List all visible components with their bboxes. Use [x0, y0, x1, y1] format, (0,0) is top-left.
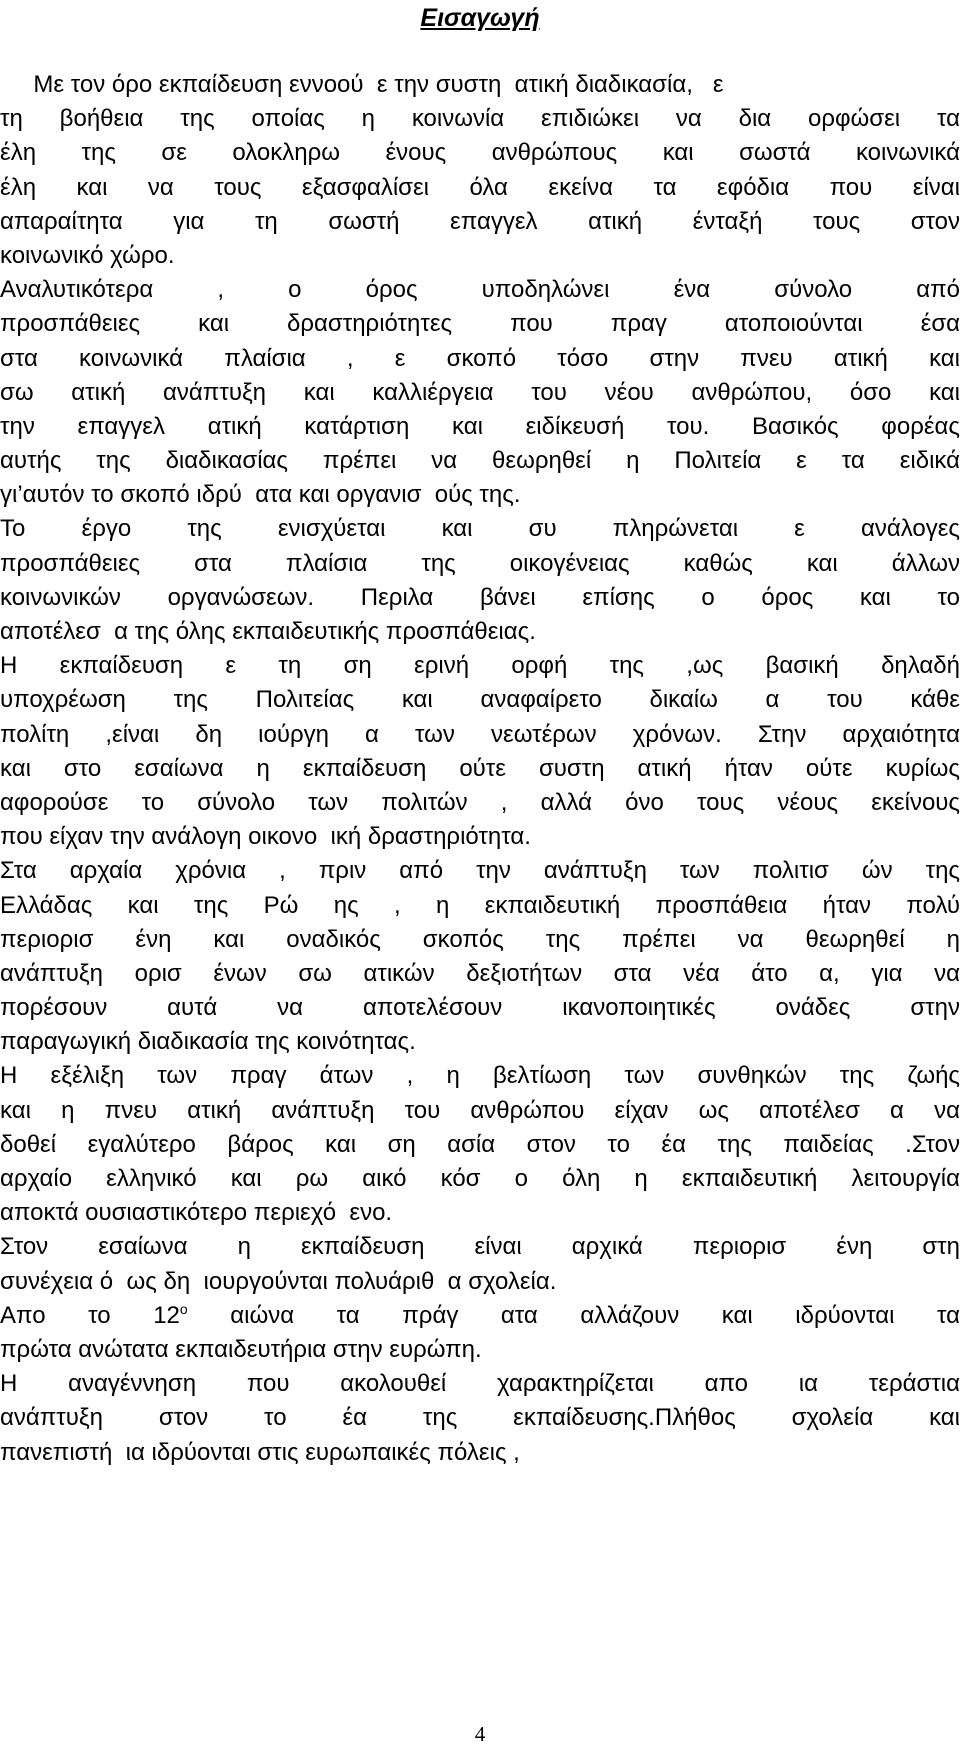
text-line: και στο εσαίωνα η εκπαίδευση ούτε συστη ατική ήταν ούτε κυρίως: [0, 754, 960, 782]
text-line: Το έργο της ενισχύεται και συ πληρώνεται ε ανάλογες: [0, 515, 960, 543]
text-line: πανεπιστή ια ιδρύονται στις ευρωπαικές πόλεις ,: [0, 1438, 520, 1466]
text-line: γι’αυτόν το σκοπό ιδρύ ατα και οργανισ ούς της.: [0, 481, 521, 509]
text-line: Στον εσαίωνα η εκπαίδευση είναι αρχικά περιορισ ένη στη: [0, 1233, 960, 1261]
text-line: αποτέλεσ α της όλης εκπαιδευτικής προσπάθειας.: [0, 618, 536, 645]
text-line: πορέσουν αυτά να αποτελέσουν ικανοποιητικές ονάδες στην: [0, 994, 960, 1022]
text-line: προσπάθειες και δραστηριότητες που πραγ ατοποιούνται έσα: [0, 310, 960, 338]
text-line: που είχαν την ανάλογη οικονο ική δραστηριότητα.: [0, 823, 531, 851]
text-line: την επαγγελ ατική κατάρτιση και ειδίκευσή του. Βασικός φορέας: [0, 412, 960, 440]
text-line: Η εξέλιξη των πραγ άτων , η βελτίωση των συνθηκών της ζωής: [0, 1062, 960, 1090]
text-line: ανάπτυξη ορισ ένων σω ατικών δεξιοτήτων στα νέα άτο α, για να: [0, 959, 960, 987]
text-line: Απο το $12^o$ αιώνα τα πράγ ατα αλλάζουν και ιδρύονται τα: [0, 1300, 960, 1329]
text-line: πολίτη ,είναι δη ιούργη α των νεωτέρων χρόνων. Στην αρχαιότητα: [0, 720, 960, 748]
text-line: τη βοήθεια της οποίας η κοινωνία επιδιώκει να δια ορφώσει τα: [0, 105, 960, 133]
text-line: έλη και να τους εξασφαλίσει όλα εκείνα τα εφόδια που είναι: [0, 173, 960, 201]
text-line: Η εκπαίδευση ε τη ση ερινή ορφή της ,ως βασική δηλαδή: [0, 652, 960, 680]
text-line: κοινωνικό χώρο.: [0, 241, 175, 269]
text-line: πρώτα ανώτατα εκπαιδευτήρια στην ευρώπη.: [0, 1335, 482, 1363]
text-line: υποχρέωση της Πολιτείας και αναφαίρετο δικαίω α του κάθε: [0, 686, 960, 714]
text-line: περιορισ ένη και οναδικός σκοπός της πρέπει να θεωρηθεί η: [0, 925, 960, 953]
page-number: 4: [474, 1722, 486, 1746]
text-line: δοθεί εγαλύτερο βάρος και ση ασία στον το έα της παιδείας .Στον: [0, 1130, 960, 1158]
text-line: Η αναγέννηση που ακολουθεί χαρακτηρίζεται απο ια τεράστια: [0, 1370, 960, 1398]
text-line: προσπάθειες στα πλαίσια της οικογένειας καθώς και άλλων: [0, 549, 960, 577]
text-line: Με τον όρο εκπαίδευση εννοού ε την συστη ατική διαδικασία, ε: [0, 71, 724, 98]
text-line: στα κοινωνικά πλαίσια , ε σκοπό τόσο στην πνευ ατική και: [0, 344, 960, 372]
text-line: αφορούσε το σύνολο των πολιτών , αλλά όνο τους νέους εκείνους: [0, 788, 960, 816]
text-line: έλη της σε ολοκληρω ένους ανθρώπους και σωστά κοινωνικά: [0, 139, 960, 167]
text-line: απαραίτητα για τη σωστή επαγγελ ατική ένταξή τους στον: [0, 207, 960, 235]
text-line: ανάπτυξη στον το έα της εκπαίδευσης.Πλήθος σχολεία και: [0, 1404, 960, 1432]
ordinal-superscript: ο: [179, 1300, 188, 1317]
text-line: αυτής της διαδικασίας πρέπει να θεωρηθεί η Πολιτεία ε τα ειδικά: [0, 447, 960, 475]
text-line: Αναλυτικότερα , ο όρος υποδηλώνει ένα σύνολο από: [0, 276, 960, 304]
page-title: Εισαγωγή: [420, 4, 540, 32]
text-line: κοινωνικών οργανώσεων. Περιλα βάνει επίσης ο όρος και το: [0, 583, 960, 611]
text-line: και η πνευ ατική ανάπτυξη του ανθρώπου είχαν ως αποτέλεσ α να: [0, 1096, 960, 1124]
text-line: Ελλάδας και της Ρώ ης , η εκπαιδευτική προσπάθεια ήταν πολύ: [0, 891, 960, 919]
text-line: σω ατική ανάπτυξη και καλλιέργεια του νέου ανθρώπου, όσο και: [0, 378, 960, 406]
text-line: παραγωγική διαδικασία της κοινότητας.: [0, 1028, 416, 1056]
text-line: συνέχεια ό ως δη ιουργούνται πολυάριθ α σχολεία.: [0, 1267, 557, 1295]
text-line: αρχαίο ελληνικό και ρω αικό κόσ ο όλη η εκπαιδευτική λειτουργία: [0, 1165, 960, 1192]
text-line: αποκτά ουσιαστικότερο περιεχό ενο.: [0, 1199, 393, 1227]
text-line: Στα αρχαία χρόνια , πριν από την ανάπτυξη των πολιτισ ών της: [0, 857, 960, 885]
body-text: [0, 68, 960, 1470]
